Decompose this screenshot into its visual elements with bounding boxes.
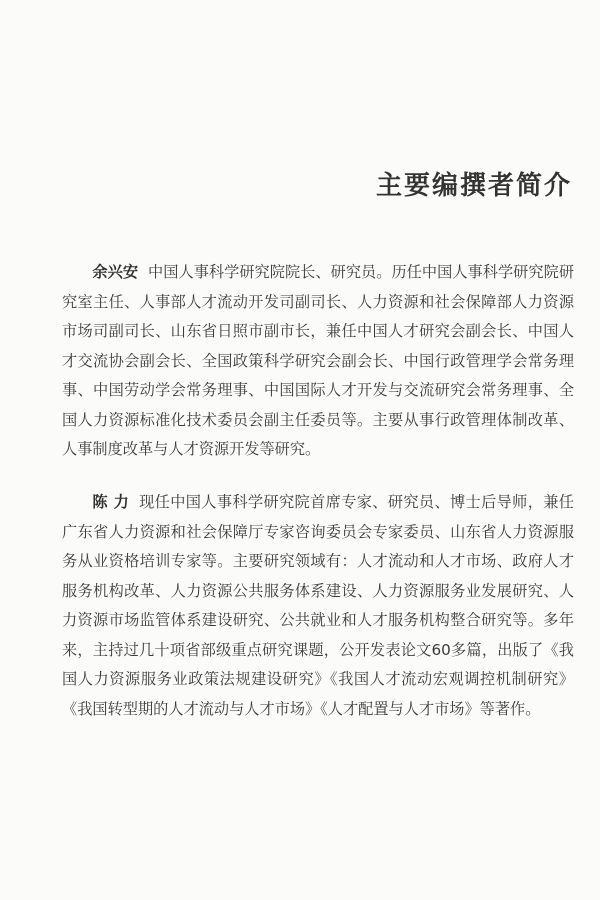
author-bio-yu-xingan <box>62 258 574 465</box>
page-title: 主要编撰者简介 <box>375 171 572 201</box>
author-bio-text: 中国人事科学研究院院长、研究员。历任中国人事科学研究院研究室主任、人事部人才流动开发司副司长、人力资源和社会保障部人力资源市场司副司长、山东省日照市副市长，兼任中国人才研究会副会长、中国人才交流协会副会长、全国政策科学研究会副会长、中国行政管理学会常务理事、中国劳动学会常务理事、中国国际人才开发与交流研究会常务理事、全国人力资源标准化技术委员会副主任委员等。主要从事行政管理体制改革、人事制度改革与人才资源开发等研究。 <box>62 263 575 458</box>
author-bio-text: 现任中国人事科学研究院首席专家、研究员、博士后导师，兼任广东省人力资源和社会保障厅专家咨询委员会专家委员、山东省人力资源服务从业资格培训专家等。主要研究领域有：人才流动和人才市场、政府人才服务机构改革、人力资源公共服务体系建设、人力资源服务业发展研究、人力资源市场监管体系建设研究、公共就业和人才服务机构整合研究等。多年来，主持过几十项省部级重点研究课题，公开发表论文60多篇，出版了《我国人力资源服务业政策法规建设研究》《我国人才流动宏观调控机制研究》《我国转型期的人才流动与人才市场》《人才配置与人才市场》等著作。 <box>62 493 574 718</box>
author-bio-chen-li <box>62 488 574 724</box>
author-name: 陈 力 <box>92 493 130 511</box>
author-name: 余兴安 <box>92 263 139 281</box>
